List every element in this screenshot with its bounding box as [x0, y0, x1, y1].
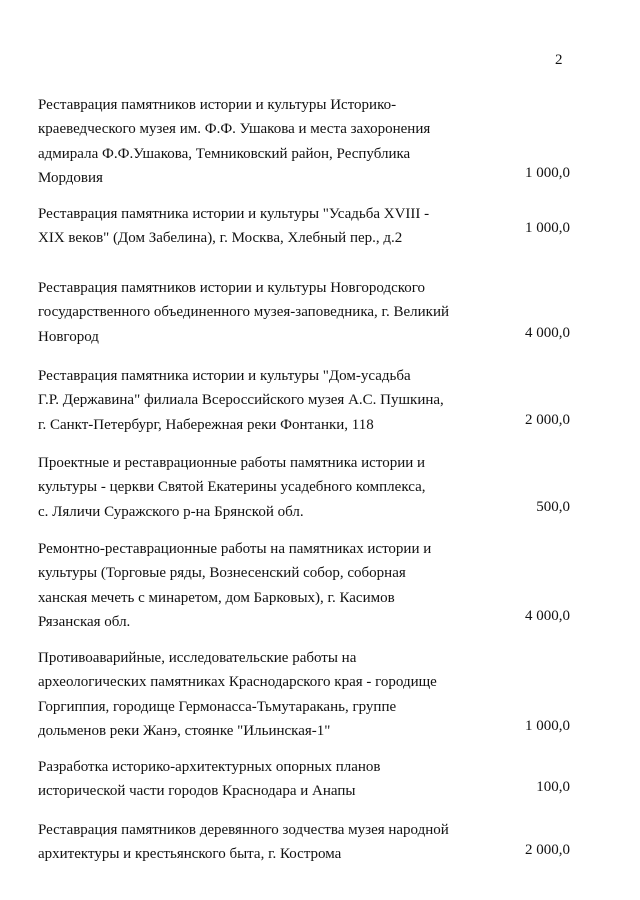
entry-description: Реставрация памятников истории и культуры Новгородского государственного объединенного музея-заповедника, г. Великий Новгород — [38, 280, 450, 345]
entry-amount: 2 000,0 — [525, 412, 570, 428]
entry-amount: 1 000,0 — [525, 165, 570, 181]
entry-amount: 500,0 — [536, 499, 570, 515]
entry-amount: 4 000,0 — [525, 325, 570, 341]
entry-description: Реставрация памятников истории и культуры Историко- краеведческого музея им. Ф.Ф. Ушакова и места захоронения адмирала Ф.Ф.Ушакова, Темниковский район, Республика Мордовия — [38, 97, 431, 186]
entry-description: Противоаварийные, исследовательские работы на археологических памятниках Краснодарского края - городище Горгиппия, городище Гермонасса-Тьмутаракань, группе дольменов реки Жанэ, стоянке "Ильинская-1" — [38, 650, 437, 739]
entry-description: Реставрация памятника истории и культуры "Усадьба XVIII - XIX веков" (Дом Забелина), г. Москва, Хлебный пер., д.2 — [38, 206, 430, 247]
entry-amount: 2 000,0 — [525, 842, 570, 858]
entry-description: Ремонтно-реставрационные работы на памятниках истории и культуры (Торговые ряды, Вознесенский собор, соборная ханская мечеть с минаретом, дом Барковых), г. Касимов Рязанская обл. — [38, 541, 432, 630]
entry-amount: 1 000,0 — [525, 220, 570, 236]
page-number: 2 — [555, 52, 563, 68]
entry-description: Реставрация памятника истории и культуры "Дом-усадьба Г.Р. Державина" филиала Всероссийского музея А.С. Пушкина, г. Санкт-Петербург, Набережная реки Фонтанки, 118 — [38, 368, 444, 433]
entry-amount: 100,0 — [536, 779, 570, 795]
entry-amount: 4 000,0 — [525, 608, 570, 624]
entry-description: Реставрация памятников деревянного зодчества музея народной архитектуры и крестьянского быта, г. Кострома — [38, 822, 449, 863]
entry-description: Разработка историко-архитектурных опорных планов исторической части городов Краснодара и Анапы — [38, 759, 381, 800]
entry-amount: 1 000,0 — [525, 718, 570, 734]
entry-description: Проектные и реставрационные работы памятника истории и культуры - церкви Святой Екатерины усадебного комплекса, с. Ляличи Суражского р-на Брянской обл. — [38, 455, 426, 520]
